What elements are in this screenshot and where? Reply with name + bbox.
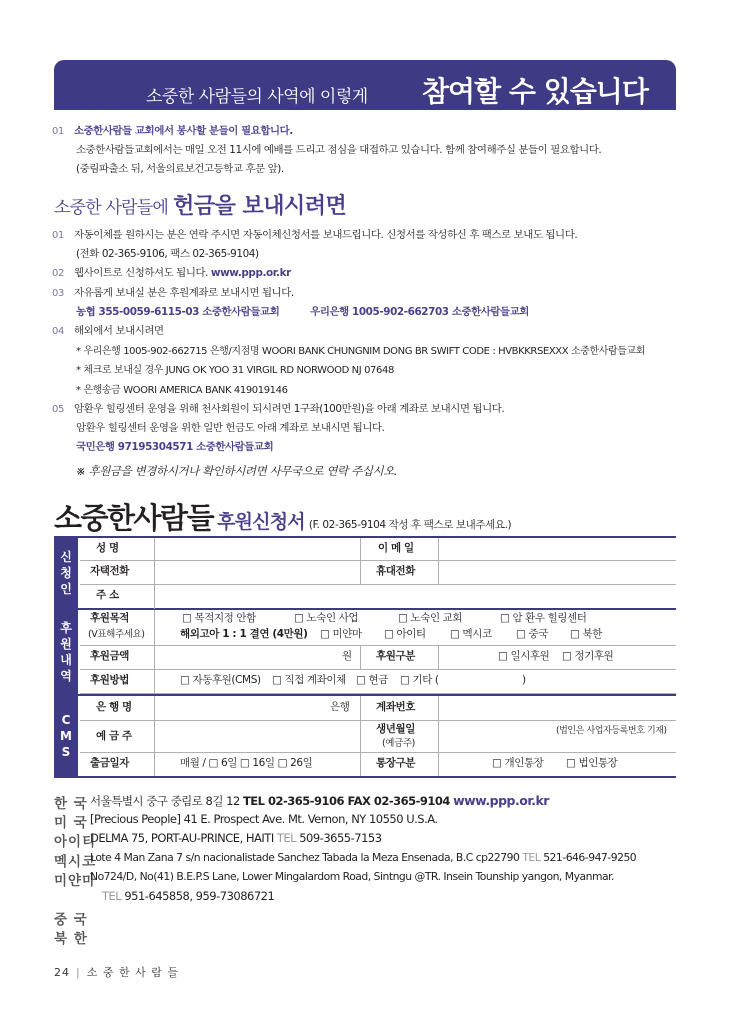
acct-no-field[interactable] (440, 696, 676, 717)
method-opt-transfer[interactable]: □ 직접 계좌이체 (272, 674, 346, 686)
donation-item-5-sub: 암환우 힐링센터 운영을 위한 일반 헌금도 아래 계좌로 보내시면 됩니다. (76, 422, 385, 434)
dob-label: 생년월일 (376, 723, 415, 735)
donation-item-3: 03 자유롭게 보내실 분은 후원계좌로 보내시면 됩니다. (52, 287, 294, 299)
acct-type-personal[interactable]: □ 개인통장 (492, 757, 544, 769)
cms-sidebar: C M S (54, 696, 78, 776)
form-title: 소중한사람들 후원신청서 (F. 02-365-9104 작성 후 팩스로 보내주세요.) (54, 501, 512, 535)
volunteer-line2: (중림파출소 뒤, 서울의료보건고등학교 후문 앞). (76, 163, 284, 175)
holder-label: 예 금 주 (96, 730, 132, 742)
col-sep-2 (360, 538, 361, 585)
kind-label: 후원구분 (376, 650, 415, 662)
donation-item-4: 04 해외에서 보내시려면 (52, 325, 164, 337)
col-sep-5 (360, 646, 361, 670)
banner-text-small: 소중한 사람들의 사역에 이렇게 (146, 87, 368, 107)
col-sep-9 (438, 696, 439, 776)
contact-mexico: Lote 4 Man Zana 7 s/n nacionalistade Sanchez Tabada la Meza Ensenada, B.C cp22790 TEL 521-646-947-9250 (90, 851, 637, 864)
amount-field[interactable] (162, 646, 340, 667)
footer-name: 소 중 한 사 람 들 (86, 966, 179, 979)
name-label: 성 명 (96, 542, 119, 554)
method-opt-other-close: ) (522, 674, 526, 686)
method-opt-cash[interactable]: □ 현금 (356, 674, 388, 686)
mobile-field[interactable] (440, 561, 676, 582)
row-phone (80, 561, 676, 585)
dob-sublabel: (예금주) (382, 738, 415, 749)
donation-item-5: 05 암환우 힐링센터 운영을 위해 천사회원이 되시려면 1구좌(100만원)을 아래 계좌로 보내시면 됩니다. (52, 403, 505, 415)
row-method (80, 670, 676, 694)
acct-no-label: 계좌번호 (376, 701, 415, 713)
donation-item-3-accounts (76, 303, 529, 318)
country-nk: 북 한 (54, 931, 88, 947)
col-sep-8 (360, 696, 361, 776)
donation-item-1-sub: (전화 02-365-9106, 팩스 02-365-9104) (76, 248, 259, 260)
row-withdraw (80, 753, 676, 777)
donation-item-1: 01 자동이체를 원하시는 분은 연락 주시면 자동이체신청서를 보내드립니다. 신청서를 작성하신 후 팩스로 보내도 됩니다. (52, 229, 578, 241)
donation-item-2: 02 웹사이트로 신청하셔도 됩니다. www.ppp.or.kr (52, 267, 291, 279)
mobile-label: 휴대전화 (376, 565, 415, 577)
amount-label: 후원금액 (90, 650, 129, 662)
contact-note: ※ 후원금을 변경하시거나 확인하시려면 사무국으로 연락 주십시오. (76, 464, 398, 478)
overseas-opt-haiti[interactable]: □ 아이티 (384, 628, 426, 640)
overseas-opt-china[interactable]: □ 중국 (516, 628, 548, 640)
overseas-item-1: * 우리은행 1005-902-662715 은행/지점명 WOORI BANK CHUNGNIM DONG BR SWIFT CODE : HVBKKRSEXXX 소중한사람들교회 (76, 346, 646, 357)
overseas-opt-mexico[interactable]: □ 멕시코 (450, 628, 492, 640)
account-kb: 국민은행 97195304571 소중한사람들교회 (76, 441, 274, 453)
row-bank (80, 696, 676, 721)
bank-suffix: 은행 (330, 701, 350, 713)
address-label: 주 소 (96, 589, 119, 601)
withdraw-label: 출금일자 (90, 757, 129, 769)
contact-haiti: DELMA 75, PORT-AU-PRINCE, HAITI TEL 509-3655-7153 (90, 831, 382, 845)
kind-opt-once[interactable]: □ 일시후원 (498, 650, 550, 662)
purpose-opt-church[interactable]: □ 노숙인 교회 (398, 612, 463, 624)
korea-website-link[interactable]: www.ppp.or.kr (453, 793, 549, 808)
overseas-label: 해외고아 1 : 1 결연 (4만원) (180, 628, 308, 640)
row-address (80, 585, 676, 609)
contact-myanmar: No724/D, No(41) B.E.P.S Lane, Lower Mingalardom Road, Sintngu @TR. Insein Tounship yangon, Myanmar. (90, 870, 614, 883)
address-field[interactable] (162, 585, 676, 606)
overseas-opt-nk[interactable]: □ 북한 (570, 628, 602, 640)
account-woori: 우리은행 1005-902-662703 소중한사람들교회 (310, 306, 529, 318)
header-banner (54, 60, 676, 110)
account-nh: 농협 355-0059-6115-03 소중한사람들교회 (76, 306, 280, 318)
country-usa: 미 국 (54, 815, 88, 831)
applicant-sidebar: 신 청 인 (54, 538, 78, 608)
support-sidebar: 후 원 내 역 (54, 610, 78, 694)
bank-field[interactable] (162, 696, 322, 717)
row-holder (80, 721, 676, 753)
row-amount (80, 646, 676, 670)
overseas-item-2: * 체크로 보내실 경우 JUNG OK YOO 31 VIRGIL RD NORWOOD NJ 07648 (76, 365, 394, 376)
contact-myanmar-tel: TEL 951-645858, 959-73086721 (102, 889, 275, 903)
volunteer-heading: 01 소중한사람들 교회에서 봉사할 분들이 필요합니다. (52, 125, 293, 137)
purpose-opt-healing[interactable]: □ 암 환우 힐링센터 (500, 612, 587, 624)
name-field[interactable] (162, 538, 362, 559)
holder-field[interactable] (162, 721, 362, 742)
page-number: 24 (54, 966, 70, 979)
overseas-opt-myanmar[interactable]: □ 미얀마 (320, 628, 362, 640)
row-name (80, 538, 676, 561)
bank-label: 은 행 명 (96, 701, 132, 713)
purpose-opt-homeless[interactable]: □ 노숙인 사업 (294, 612, 359, 624)
volunteer-line1: 소중한사람들교회에서는 매일 오전 11시에 예배를 드리고 점심을 대접하고 있습니다. 함께 참여해주실 분들이 필요합니다. (76, 144, 602, 156)
country-mexico: 멕시코 (54, 854, 97, 870)
col-sep-1 (154, 538, 155, 609)
kind-opt-regular[interactable]: □ 정기후원 (562, 650, 614, 662)
banner-text-large: 참여할 수 있습니다 (422, 75, 648, 108)
contact-korea: 서울특별시 중구 중림로 8길 12 TEL 02-365-9106 FAX 02-365-9104 www.ppp.or.kr (90, 793, 549, 808)
country-haiti: 아이티 (54, 834, 97, 850)
email-field[interactable] (440, 538, 676, 559)
donation-section-title: 소중한 사람들에 헌금을 보내시려면 (54, 194, 347, 219)
purpose-label: 후원목적 (90, 612, 129, 624)
purpose-sublabel: (V표해주세요) (88, 629, 145, 640)
website-link[interactable]: www.ppp.or.kr (210, 267, 291, 279)
home-phone-field[interactable] (162, 561, 362, 582)
biz-note: (법인은 사업자등록번호 기재) (556, 726, 667, 736)
country-myanmar: 미얀마 (54, 873, 97, 889)
method-label: 후원방법 (90, 674, 129, 686)
contact-usa: [Precious People] 41 E. Prospect Ave. Mt. Vernon, NY 10550 U.S.A. (90, 812, 438, 826)
form-bottom-rule (54, 776, 676, 778)
acct-type-corp[interactable]: □ 법인통장 (566, 757, 618, 769)
purpose-opt-none[interactable]: □ 목적지정 안함 (182, 612, 256, 624)
overseas-item-3: * 은행송금 WOORI AMERICA BANK 419019146 (76, 385, 288, 396)
won-label: 원 (342, 650, 352, 662)
country-korea: 한 국 (54, 796, 88, 812)
method-opt-cms[interactable]: □ 자동후원(CMS) (180, 674, 261, 686)
home-phone-label: 자택전화 (90, 565, 129, 577)
page-footer: 24 | 소 중 한 사 람 들 (54, 966, 179, 979)
country-china: 중 국 (54, 912, 88, 928)
col-sep-7 (154, 696, 155, 776)
email-label: 이 메 일 (378, 542, 414, 554)
col-sep-4 (154, 610, 155, 694)
acct-type-label: 통장구분 (376, 757, 415, 769)
col-sep-6 (438, 646, 439, 670)
col-sep-3 (438, 538, 439, 585)
row-purpose (80, 610, 676, 646)
method-opt-other[interactable]: □ 기타 ( (400, 674, 439, 686)
withdraw-options[interactable]: 매월 / □ 6일 □ 16일 □ 26일 (180, 757, 313, 769)
